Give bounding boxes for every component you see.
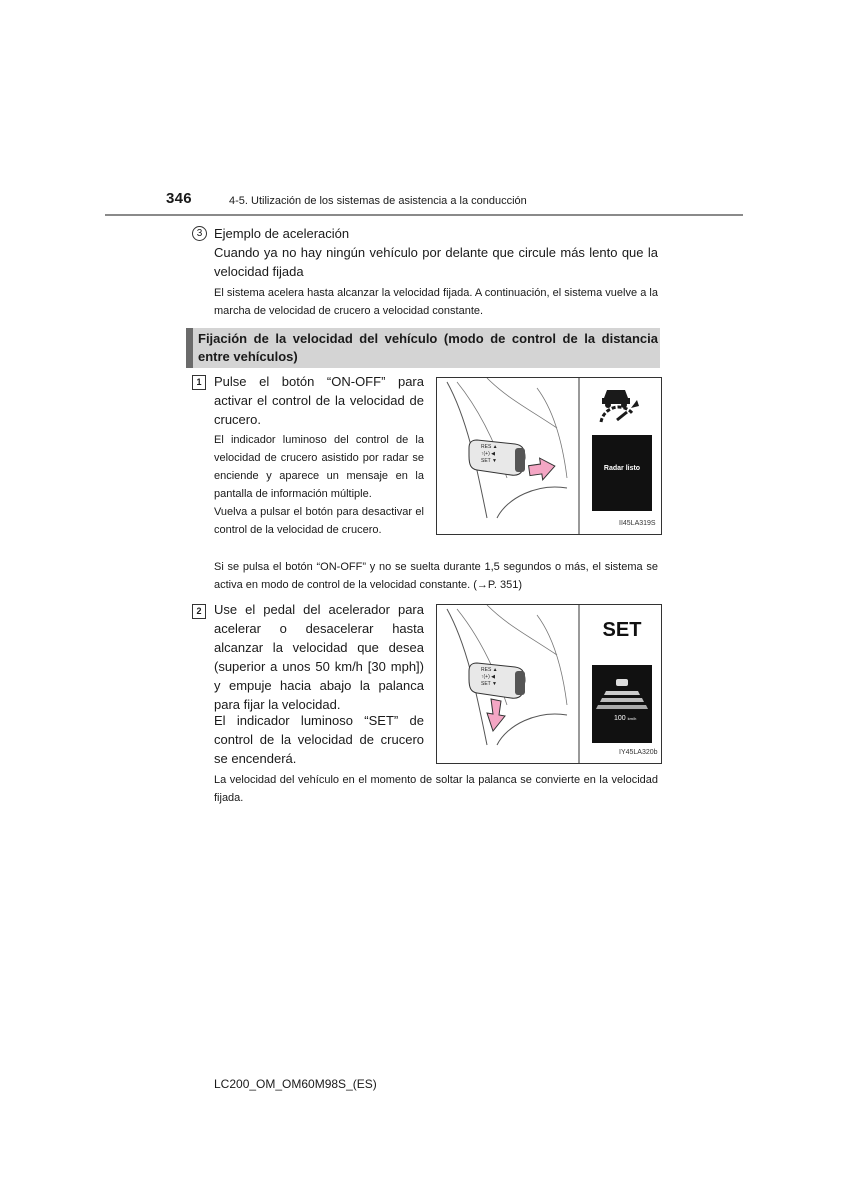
page-number: 346 xyxy=(166,190,192,207)
figure-1-lever-labels xyxy=(481,444,498,465)
section-heading xyxy=(186,328,660,368)
figure-cruise-on-off xyxy=(436,377,662,535)
section-title: 4-5. Utilización de los sistemas de asistencia a la conducción xyxy=(229,195,527,207)
lever-label-set-2: SET ▼ xyxy=(481,681,497,687)
step-1-note-3: Si se pulsa el botón “ON-OFF” y no se suelta durante 1,5 segundos o más, el sistema se activa en modo de control de la velocidad constante. (→P. 351) xyxy=(214,561,658,591)
step-1-note-2: Vuelva a pulsar el botón para desactivar el control de la velocidad de crucero. xyxy=(214,506,424,536)
lever-label-plus: ↑(+) ◀ xyxy=(481,451,495,457)
step-2-marker: 2 xyxy=(192,604,206,619)
step-2-text-2: El indicador luminoso “SET” de control de la velocidad de crucero se encenderá. xyxy=(214,713,424,766)
item-3-marker: 3 xyxy=(192,226,207,241)
set-indicator: SET xyxy=(602,619,642,641)
item-3-text: Cuando ya no hay ningún vehículo por delante que circule más lento que la velocidad fijada xyxy=(214,245,658,279)
step-1-marker: 1 xyxy=(192,375,206,390)
radar-cruise-indicator-icon xyxy=(597,386,647,426)
mid-screen xyxy=(592,435,652,511)
figure-2-lever-labels xyxy=(481,667,498,688)
lever-label-plus-2: ↑(+) ◀ xyxy=(481,674,495,680)
figure-2-code: IY45LA320b xyxy=(619,749,658,756)
item-3-title: Ejemplo de aceleración xyxy=(214,226,350,241)
mid-screen-2 xyxy=(592,665,652,743)
step-2-note: La velocidad del vehículo en el momento de soltar la palanca se convierte en la velocidad fijada. xyxy=(214,774,658,804)
step-1-note-1: El indicador luminoso del control de la velocidad de crucero asistido por radar se enciende y aparece un mensaje en la pantalla de información múltiple. xyxy=(214,434,424,500)
step-2-text: Use el pedal del acelerador para acelerar o desacelerar hasta alcanzar la velocidad que desea (superior a unos 50 km/h [30 mph]) y empuje hacia abajo la palanca para fijar la velocidad. xyxy=(214,602,424,712)
figure-1-code: II45LA319S xyxy=(619,520,656,527)
step-1-text: Pulse el botón “ON-OFF” para activar el control de la velocidad de crucero. xyxy=(214,374,424,427)
footer-code: LC200_OM_OM60M98S_(ES) xyxy=(214,1077,377,1091)
figure-set-speed xyxy=(436,604,662,764)
header-divider xyxy=(105,214,743,216)
distance-bars-icon xyxy=(592,665,652,743)
screen-speed-value: 100 xyxy=(614,715,626,722)
item-3-note: El sistema acelera hasta alcanzar la velocidad fijada. A continuación, el sistema vuelve a la marcha de velocidad de crucero a velocidad constante. xyxy=(214,287,658,317)
section-heading-text: Fijación de la velocidad del vehículo (modo de control de la distancia entre vehículos) xyxy=(198,331,658,364)
screen-message: Radar listo xyxy=(603,465,641,472)
screen-speed xyxy=(614,715,636,722)
lever-label-res: RES ▲ xyxy=(481,444,498,450)
screen-speed-unit: km/h xyxy=(627,716,637,721)
lever-label-res-2: RES ▲ xyxy=(481,667,498,673)
lever-label-set: SET ▼ xyxy=(481,458,497,464)
